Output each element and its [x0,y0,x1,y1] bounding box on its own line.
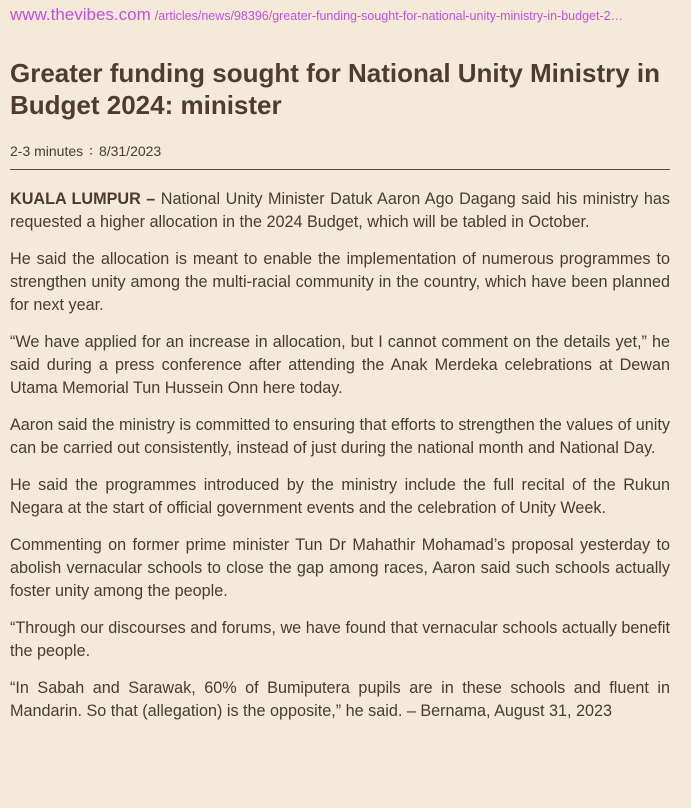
article-title: Greater funding sought for National Unity Ministry in Budget 2024: minister [10,58,661,120]
article-paragraph: He said the programmes introduced by the ministry include the full recital of the Rukun Negara at the start of official government events and the celebration of Unity Week. [10,476,670,517]
lead-text: National Unity Minister Datuk Aaron Ago Dagang said his ministry has requested a higher allocation in the 2024 Budget, which will be tabled in October. [10,190,670,231]
source-url[interactable] [10,0,681,30]
article-paragraph: “In Sabah and Sarawak, 60% of Bumiputera pupils are in these schools and fluent in Mandarin. So that (allegation) is the opposite,” he said. – Bernama, August 31, 2023 [10,679,670,720]
meta-separator: ∶ [89,143,93,159]
article-meta [10,142,681,160]
article-paragraph: “Through our discourses and forums, we have found that vernacular schools actually benefit the people. [10,619,670,660]
article-paragraph: He said the allocation is meant to enable the implementation of numerous programmes to strengthen unity among the multi-racial community in the country, which have been planned for next year. [10,250,670,314]
article-paragraph: “We have applied for an increase in allocation, but I cannot comment on the details yet,” he said during a press conference after attending the Anak Merdeka celebrations at Dewan Utama Memorial Tun Hussein Onn here today. [10,333,670,397]
divider [10,169,670,170]
article-paragraph: Commenting on former prime minister Tun Dr Mahathir Mohamad’s proposal yesterday to abolish vernacular schools to close the gap among races, Aaron said such schools actually foster unity among the people. [10,536,670,600]
article-paragraph: Aaron said the ministry is committed to ensuring that efforts to strengthen the values of unity can be carried out consistently, instead of just during the national month and National Day. [10,416,670,457]
dateline: KUALA LUMPUR – [10,190,156,208]
read-time: 2-3 minutes [10,143,84,159]
article-body [10,188,670,723]
source-domain-link[interactable]: www.thevibes.com [10,5,151,24]
article-lead-paragraph [10,188,670,234]
publish-date: 8/31/2023 [98,143,162,159]
source-path-link[interactable]: /articles/news/98396/greater-funding-sought-for-national-unity-ministry-in-budget-2… [154,9,624,23]
